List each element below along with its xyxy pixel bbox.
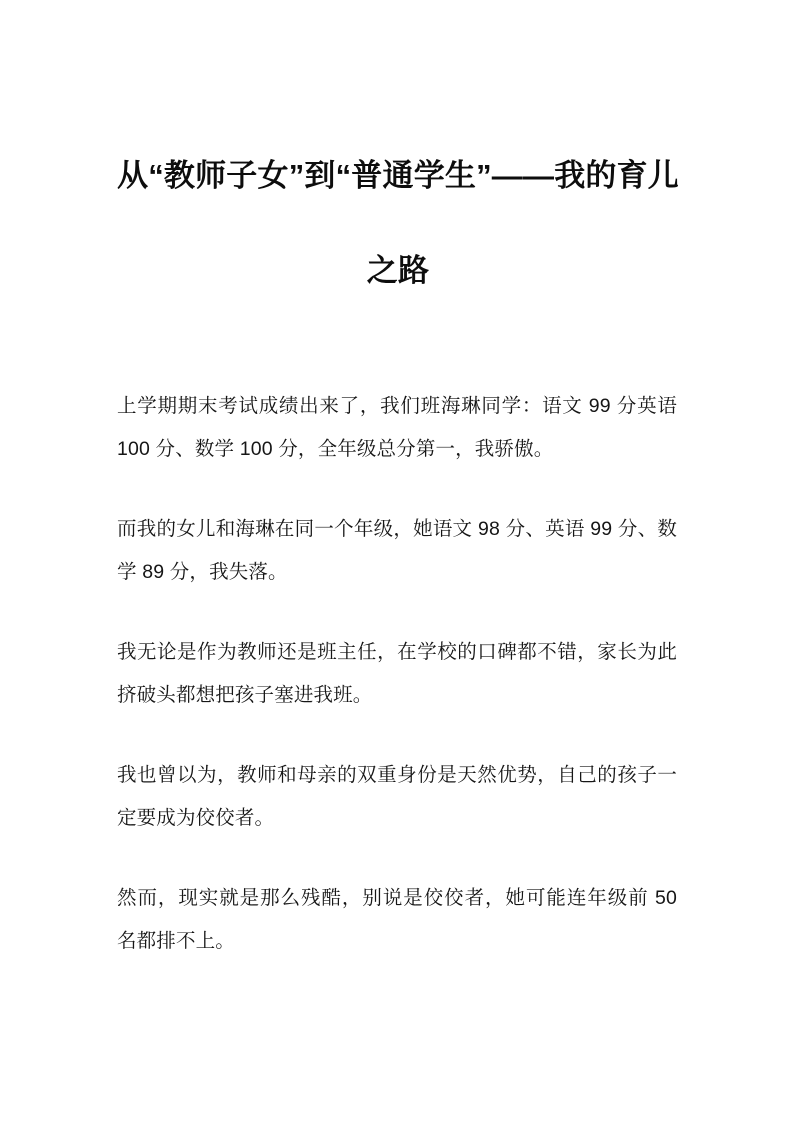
page-title: 从“教师子女”到“普通学生”——我的育儿之路 (117, 158, 679, 288)
paragraph: 我也曾以为，教师和母亲的双重身份是天然优势，自己的孩子一定要成为佼佼者。 (117, 764, 677, 829)
paragraph: 上学期期末考试成绩出来了，我们班海琳同学：语文 99 分英语 100 分、数学 100 分，全年级总分第一，我骄傲。 (117, 395, 677, 460)
document-body (117, 385, 677, 963)
paragraph: 而我的女儿和海琳在同一个年级，她语文 98 分、英语 99 分、数学 89 分，我失落。 (117, 518, 677, 583)
paragraph: 然而，现实就是那么残酷，别说是佼佼者，她可能连年级前 50 名都排不上。 (117, 887, 677, 952)
paragraph: 我无论是作为教师还是班主任，在学校的口碑都不错，家长为此挤破头都想把孩子塞进我班。 (117, 641, 677, 706)
